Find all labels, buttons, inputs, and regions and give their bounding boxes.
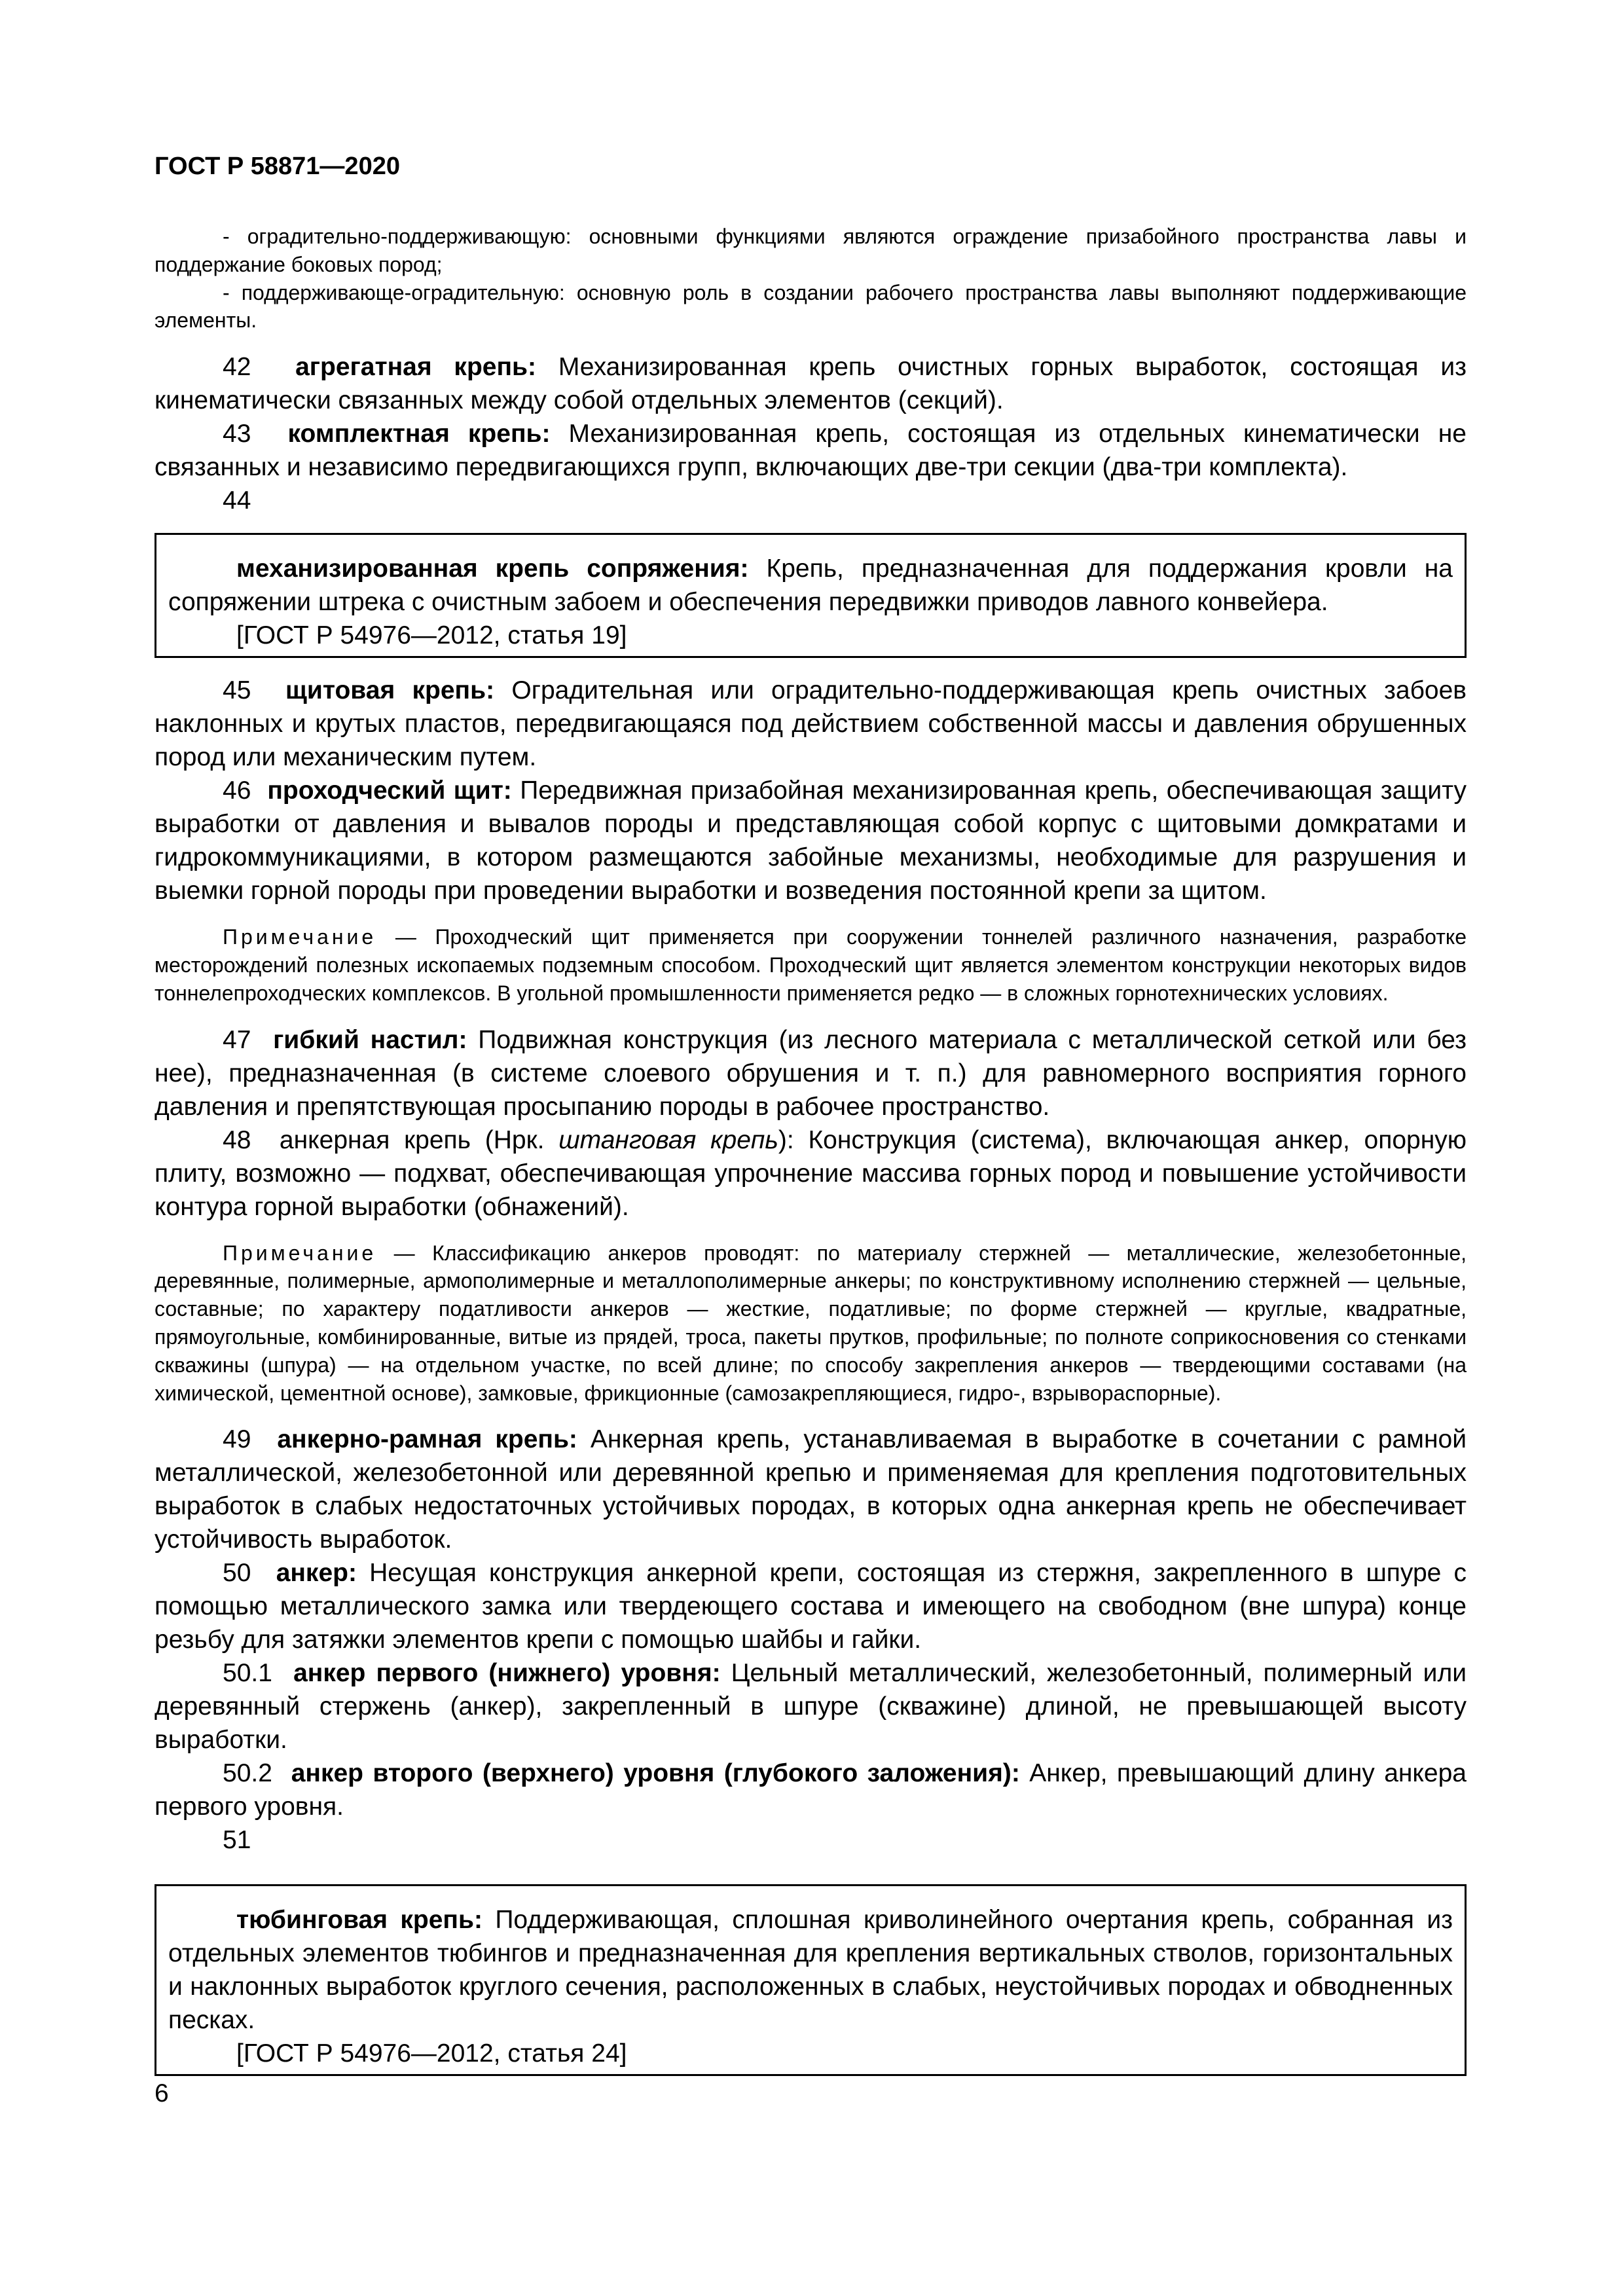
- boxed-term-definition: [168, 1903, 1453, 2037]
- term-definition: Механизированная крепь, состоящая из отдельных кинематически не связанных и независимо передвигающихся групп, включающих две-три секции (два-три комплекта).: [155, 420, 1467, 482]
- quoted-term-box-51: [155, 1884, 1467, 2076]
- term-entry-50-2: [155, 1757, 1467, 1823]
- term-source-reference: [ГОСТ Р 54976—2012, статья 24]: [236, 2039, 627, 2068]
- list-item: - оградительно-поддерживающую: основными функциями являются ограждение призабойного пространства лавы и поддержание боковых пород;: [155, 225, 1467, 276]
- term-definition: Несущая конструкция анкерной крепи, состоящая из стержня, закрепленного в шпуре с помощью металлического замка или твердеющего состава и имеющего на свободном (вне шпура) конце резьбу для затяжки элементов крепи с помощью шайбы и гайки.: [155, 1559, 1467, 1654]
- standard-designation-header: ГОСТ Р 58871—2020: [155, 153, 400, 180]
- term-definition: Конструкция (система), включающая анкер, опорную плиту, возможно — подхват, обеспечивающая упрочнение массива горных пород и повышение устойчивости контура горной выработки (обнажений).: [155, 1125, 1467, 1221]
- boxed-term-definition: [168, 552, 1453, 619]
- term-number: 47: [223, 1025, 251, 1054]
- term-entry-51-number: [155, 1823, 1467, 1857]
- term-definition: Анкерная крепь, устанавливаемая в выработке в сочетании с рамной металлической, железобетонной или деревянной крепью и применяемая для крепления подготовительных выработок в слабых недостаточных устойчивых породах, в которых одна анкерная крепь не обеспечивает устойчивость выработок.: [155, 1425, 1467, 1554]
- note-46: [155, 923, 1467, 1007]
- term-definition: Анкер, превышающий длину анкера первого уровня.: [155, 1759, 1467, 1821]
- term-source-reference: [ГОСТ Р 54976—2012, статья 19]: [236, 621, 627, 650]
- term-definition: Цельный металлический, железобетонный, полимерный или деревянный стержень (анкер), закрепленный в шпуре (скважине) длиной, не превышающей высоту выработки.: [155, 1659, 1467, 1755]
- list-item: - поддерживающе-оградительную: основную роль в создании рабочего пространства лавы выполняют поддерживающие элементы.: [155, 280, 1467, 333]
- deprecated-term: штанговая крепь: [558, 1125, 778, 1154]
- term-name: анкер:: [276, 1559, 357, 1588]
- term-entry-48: [155, 1123, 1467, 1224]
- term-entry-43: [155, 417, 1467, 484]
- term-name: анкер второго (верхнего) уровня (глубокого заложения):: [291, 1759, 1020, 1788]
- quoted-term-box-44: [155, 533, 1467, 658]
- note-48: [155, 1239, 1467, 1408]
- term-definition: Поддерживающая, сплошная криволинейного очертания крепь, собранная из отдельных элементов тюбингов и предназначенная для крепления вертикальных стволов, горизонтальных и наклонных выработок круглого сечения, расположенных в слабых, неустойчивых породах и обводненных песках.: [168, 1906, 1453, 2035]
- term-definition: Передвижная призабойная механизированная крепь, обеспечивающая защиту выработки от давления и вывалов породы и представляющая собой корпус с щитовыми домкратами и гидрокоммуникациями, в котором размещаются забойные механизмы, необходимые для разрушения и выемки горной породы при проведении выработки и возведения постоянной крепи за щитом.: [155, 776, 1467, 905]
- term-name: анкерная крепь (Нрк.: [279, 1125, 545, 1154]
- term-number: 45: [223, 676, 251, 705]
- term-entry-46: [155, 774, 1467, 907]
- term-entry-44-number: [155, 484, 1467, 517]
- term-entry-49: [155, 1423, 1467, 1556]
- term-definition: Крепь, предназначенная для поддержания кровли на сопряжении штрека с очистным забоем и обеспечения передвижки приводов лавного конвейера.: [168, 555, 1453, 617]
- term-entry-50: [155, 1556, 1467, 1656]
- page-body: [155, 223, 1467, 2076]
- term-name: агрегатная крепь:: [295, 353, 536, 382]
- note-text: — Классификацию анкеров проводят: по материалу стержней — металлические, железобетонные, деревянные, полимерные, армополимерные и металлополимерные анкеры; по конструктивному исполнению стержней — цельные, составные; по характеру податливости анкеров — жесткие, податливые; по форме стержней — круглые, квадратные, прямоугольные, комбинированные, витые из прядей, троса, пакеты прутков, профильные; по полноте соприкосновения со стенками скважины (шпура) — на отдельном участке, по всей длине; по способу закрепления анкеров — твердеющими составами (на химической, цементной основе), замковые, фрикционные (самозакрепляющиеся, гидро-, взрывораспорные).: [155, 1241, 1467, 1405]
- term-number: 48: [223, 1125, 251, 1154]
- term-name-close: ):: [778, 1125, 794, 1154]
- term-definition: Механизированная крепь очистных горных выработок, состоящая из кинематически связанных между собой отдельных элементов (секций).: [155, 353, 1467, 415]
- term-entry-47: [155, 1023, 1467, 1123]
- term-name: механизированная крепь сопряжения:: [236, 555, 749, 583]
- note-text: — Проходческий щит применяется при сооружении тоннелей различного назначения, разработке месторождений полезных ископаемых подземным способом. Проходческий щит является элементом конструкции некоторых видов тоннелепроходческих комплексов. В угольной промышленности применяется редко — в сложных горнотехнических условиях.: [155, 925, 1467, 1005]
- term-number: 43: [223, 420, 251, 448]
- term-number: 51: [223, 1826, 251, 1855]
- term-number: 50.1: [223, 1659, 272, 1688]
- term-name: анкерно-рамная крепь:: [277, 1425, 577, 1454]
- term-number: 50: [223, 1559, 251, 1588]
- term-entry-45: [155, 674, 1467, 774]
- term-name: гибкий настил:: [273, 1025, 467, 1054]
- term-name: щитовая крепь:: [285, 676, 495, 705]
- term-number: 44: [223, 486, 251, 515]
- term-number: 42: [223, 353, 251, 382]
- note-label: Примечание: [223, 1241, 377, 1265]
- term-name: проходческий щит:: [267, 776, 512, 805]
- term-entry-50-1: [155, 1656, 1467, 1757]
- term-name: анкер первого (нижнего) уровня:: [293, 1659, 721, 1688]
- term-number: 49: [223, 1425, 251, 1454]
- term-name: тюбинговая крепь:: [236, 1906, 483, 1935]
- term-number: 50.2: [223, 1759, 272, 1788]
- term-number: 46: [223, 776, 251, 805]
- term-entry-42: [155, 350, 1467, 417]
- term-definition: Подвижная конструкция (из лесного материала с металлической сеткой или без нее), предназначенная (в системе слоевого обрушения и т. п.) для равномерного восприятия горного давления и препятствующая просыпанию породы в рабочее пространство.: [155, 1025, 1467, 1121]
- note-label: Примечание: [223, 925, 377, 949]
- term-name: комплектная крепь:: [287, 420, 551, 448]
- page-number: 6: [155, 2079, 169, 2107]
- term-definition: Оградительная или оградительно-поддерживающая крепь очистных забоев наклонных и крутых пластов, передвигающаяся под действием собственной массы и давления обрушенных пород или механическим путем.: [155, 676, 1467, 772]
